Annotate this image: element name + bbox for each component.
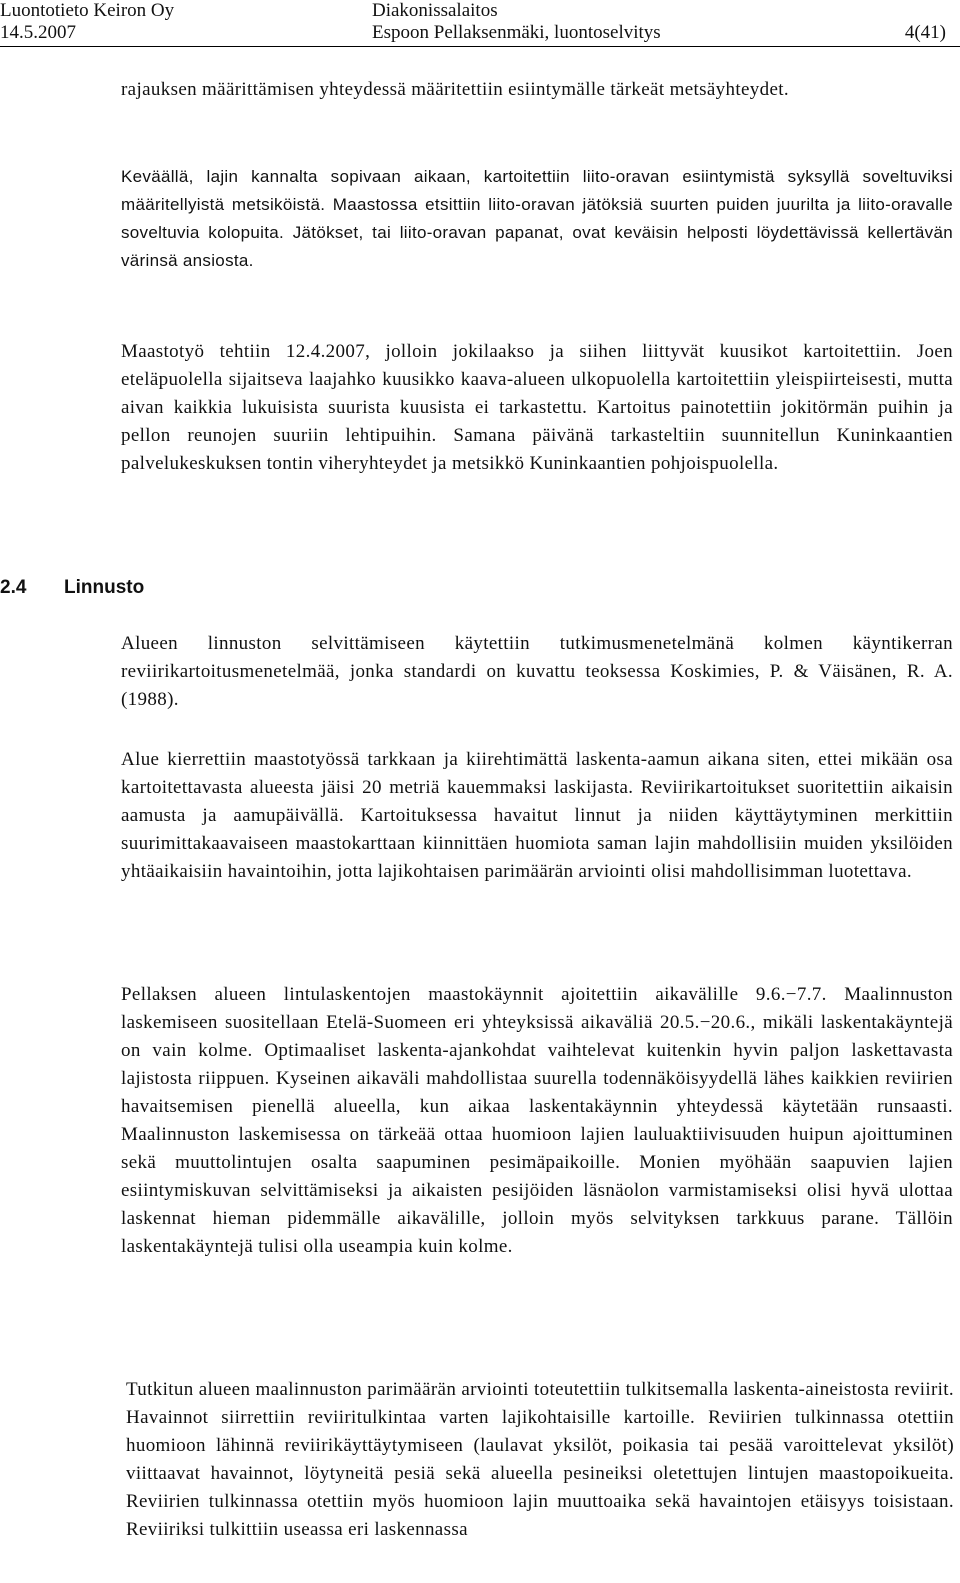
paragraph-7 [126, 1376, 954, 1544]
header-date: 14.5.2007 [0, 22, 76, 43]
paragraph-text: Keväällä, lajin kannalta sopivaan aikaan, kartoitettiin liito-oravan esiintymistä syksyllä soveltuviksi määritellyistä metsiköistä. Maastossa etsittiin liito-oravan jätöksiä suurten puiden juurilta ja liito-oravalle soveltuvia kolopuita. Jätökset, tai liito-oravan papanat, ovat keväisin helposti löydettävissä kellertävän värinsä ansiosta. [121, 167, 953, 270]
paragraph-text: Alueen linnuston selvittämiseen käytettiin tutkimusmenetelmänä kolmen käyntikerran reviirikartoitusmenetelmää, jonka standardi on kuvattu teoksessa Koskimies, P. & Väisänen, R. A. (1988). [121, 633, 953, 710]
paragraph-6 [121, 981, 953, 1261]
section-title: Linnusto [64, 577, 145, 598]
header-center [372, 0, 661, 44]
paragraph-3 [121, 338, 953, 478]
header-divider [0, 46, 960, 47]
header-report-title: Espoon Pellaksenmäki, luontoselvitys [372, 22, 661, 43]
header-client: Diakonissalaitos [372, 0, 498, 21]
paragraph-1 [121, 76, 953, 104]
paragraph-text: Tutkitun alueen maalinnuston parimäärän arviointi toteutettiin tulkitsemalla laskenta-aineistosta reviirit. Havainnot siirrettiin reviiritulkintaa varten lajikohtaisille kartoille. Reviirien tulkinnassa otettiin huomioon lähinnä reviirikäyttäytymiseen (laulavat yksilöt, poikasia tai pesää varoittelevat yksilöt) viittaavat havainnot, löytyneitä pesiä sekä alueella pesineiksi oletettujen lintujen maastopoikueita. Reviirien tulkinnassa otettiin myös huomioon lajin muuttoaika sekä havaintojen etäisyys toisistaan. Reviiriksi tulkittiin useassa eri laskennassa [126, 1379, 954, 1540]
page-header [0, 0, 960, 50]
paragraph-2 [121, 163, 953, 275]
header-left [0, 0, 174, 44]
header-page-number: 4(41) [904, 22, 946, 43]
section-heading [0, 576, 144, 600]
paragraph-4 [121, 630, 953, 714]
paragraph-5 [121, 746, 953, 886]
header-company: Luontotieto Keiron Oy [0, 0, 175, 21]
paragraph-text: rajauksen määrittämisen yhteydessä määritettiin esiintymälle tärkeät metsäyhteydet. [121, 79, 789, 100]
section-number: 2.4 [0, 577, 27, 598]
paragraph-text: Pellaksen alueen lintulaskentojen maastokäynnit ajoitettiin aikavälille 9.6.−7.7. Maalinnuston laskemiseen suositellaan Etelä-Suomeen eri yhteyksissä aikaväliä 20.5.−20.6., mikäli laskentakäyntejä on vain kolme. Optimaaliset laskenta-ajankohdat vaihtelevat kuitenkin hyvin paljon laskettavasta lajistosta riippuen. Kyseinen aikaväli mahdollistaa suurella todennäköisyydellä lähes kaikkien reviirien havaitsemisen pienellä alueella, kun aikaa laskentakäynnin yhteydessä käytetään runsaasti. Maalinnuston laskemisessa on tärkeää ottaa huomioon lajien lauluaktiivisuuden huipun ajoittuminen sekä muuttolintujen osalta saapuminen pesimäpaikoille. Monien myöhään saapuvien lajien esiintymiskuvan selvittämiseksi ja aikaisten pesijöiden läsnäolon varmistamiseksi olisi hyvä ulottaa laskennat hieman pidemmälle aikavälille, jolloin myös selvityksen tarkkuus parane. Tällöin laskentakäyntejä tulisi olla useampia kuin kolme. [121, 984, 953, 1257]
paragraph-text: Alue kierrettiin maastotyössä tarkkaan ja kiirehtimättä laskenta-aamun aikana siten, ettei mikään osa kartoitettavasta alueesta jäisi 20 metriä kauemmaksi laskijasta. Reviirikartoitukset suoritettiin aikaisin aamusta ja aamupäivällä. Kartoituksessa havaitut linnut ja niiden käyttäytyminen merkittiin suurimittakaavaiseen maastokarttaan kiinnittäen huomiota saman lajin mahdollisiin muiden yksilöiden yhtäaikaisiin havaintoihin, jotta lajikohtaisen parimäärän arviointi olisi mahdollisimman luotettava. [121, 749, 953, 882]
paragraph-text: Maastotyö tehtiin 12.4.2007, jolloin jokilaakso ja siihen liittyvät kuusikot kartoitettiin. Joen eteläpuolella sijaitseva laajahko kuusikko kaava-alueen ulkopuolella kartoitettiin yleispiirteisesti, mutta aivan kaikkia lukuisista suurista kuusista ei tarkastettu. Kartoitus painotettiin jokitörmän puihin ja pellon reunojen suuriin lehtipuihin. Samana päivänä tarkasteltiin suunnitellun Kuninkaantien palvelukeskuksen tontin viheryhteydet ja metsikkö Kuninkaantien pohjoispuolella. [121, 341, 953, 474]
